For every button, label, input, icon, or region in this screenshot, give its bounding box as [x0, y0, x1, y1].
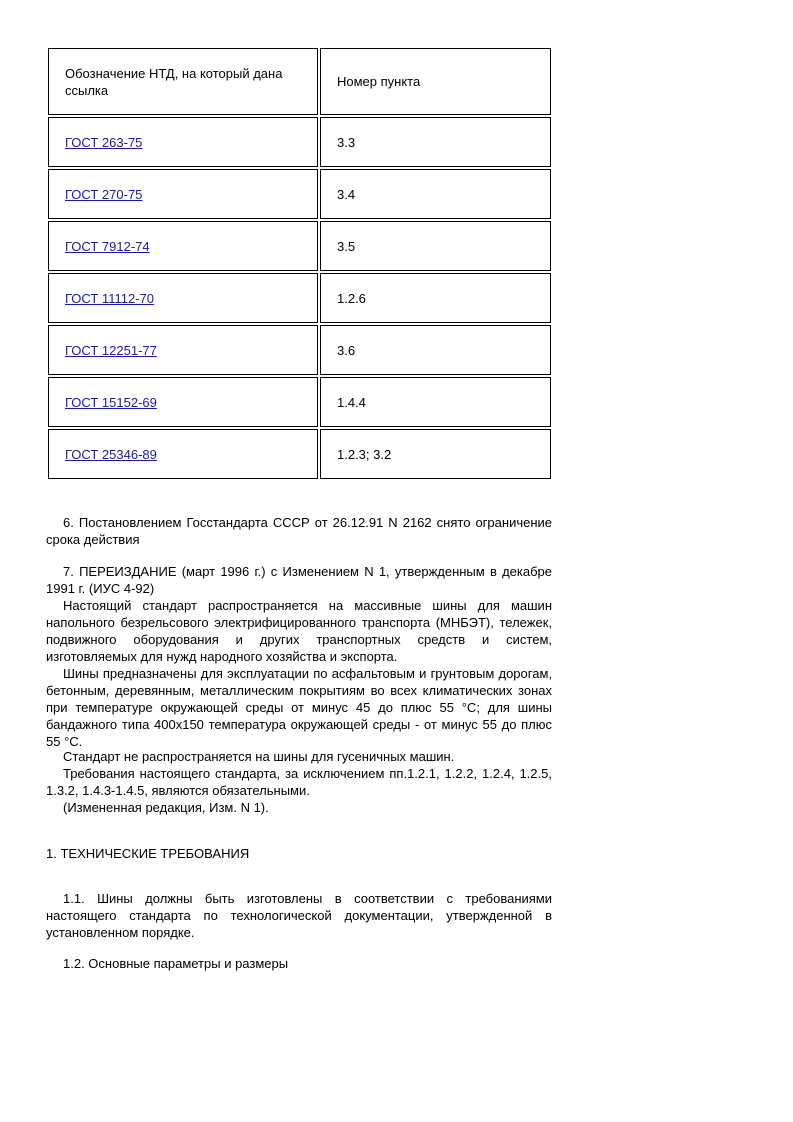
item-number: 3.6 — [320, 325, 551, 375]
gost-link[interactable]: ГОСТ 270-75 — [65, 186, 143, 202]
conditions-paragraph: Шины предназначены для эксплуатации по асфальтовым и грунтовым дорогам, бетонным, деревянным, металлическим покрытиям во всех климатических зонах при температуре окружающей среды от минус 45 до плюс 55 °С; для шины бандажного типа 400x150 температура окружающей среды - от минус 55 до плюс 55 °С. — [46, 666, 552, 749]
paragraph-1-2: 1.2. Основные параметры и размеры — [63, 956, 289, 971]
item-number: 1.2.6 — [320, 273, 551, 323]
table-header-row — [48, 48, 551, 115]
gost-link[interactable]: ГОСТ 25346-89 — [65, 446, 157, 462]
item-number: 3.3 — [320, 117, 551, 167]
table-row — [48, 169, 551, 219]
mandatory-requirements-paragraph: Требования настоящего стандарта, за исключением пп.1.2.1, 1.2.2, 1.2.4, 1.2.5, 1.3.2, 1.4.3-1.4.5, являются обязательными. — [46, 766, 552, 798]
item-number: 1.4.4 — [320, 377, 551, 427]
scope-paragraph: Настоящий стандарт распространяется на массивные шины для машин напольного безрельсового электрифицированного транспорта (МНБЭТ), тележек, подвижного оборудования и других транспортных средств и систем, изготовляемых для нужд народного хозяйства и экспорта. — [46, 598, 552, 664]
gost-link[interactable]: ГОСТ 7912-74 — [65, 238, 150, 254]
table-row — [48, 429, 551, 479]
exclusion-paragraph: Стандарт не распространяется на шины для гусеничных машин. — [63, 749, 455, 764]
reference-table — [46, 46, 553, 481]
paragraph-1-1: 1.1. Шины должны быть изготовлены в соответствии с требованиями настоящего стандарта по технологической документации, утвержденной в установленном порядке. — [46, 891, 552, 940]
gost-link[interactable]: ГОСТ 263-75 — [65, 134, 143, 150]
header-doc-designation: Обозначение НТД, на который дана ссылка — [48, 48, 318, 115]
amendment-note: (Измененная редакция, Изм. N 1). — [63, 800, 269, 815]
section-heading: 1. ТЕХНИЧЕСКИЕ ТРЕБОВАНИЯ — [46, 846, 250, 861]
gost-link[interactable]: ГОСТ 15152-69 — [65, 394, 157, 410]
gost-link[interactable]: ГОСТ 12251-77 — [65, 342, 157, 358]
item-number: 3.4 — [320, 169, 551, 219]
table-row — [48, 377, 551, 427]
table-row — [48, 273, 551, 323]
header-item-number: Номер пункта — [320, 48, 551, 115]
table-row — [48, 117, 551, 167]
item-number: 3.5 — [320, 221, 551, 271]
gost-link[interactable]: ГОСТ 11112-70 — [65, 290, 154, 306]
paragraph-7-reissue: 7. ПЕРЕИЗДАНИЕ (март 1996 г.) с Изменением N 1, утвержденным в декабре 1991 г. (ИУС 4-92) — [46, 564, 552, 596]
table-row — [48, 325, 551, 375]
paragraph-6-restriction-removed: 6. Постановлением Госстандарта СССР от 26.12.91 N 2162 снято ограничение срока действия — [46, 515, 552, 547]
table-row — [48, 221, 551, 271]
item-number: 1.2.3; 3.2 — [320, 429, 551, 479]
